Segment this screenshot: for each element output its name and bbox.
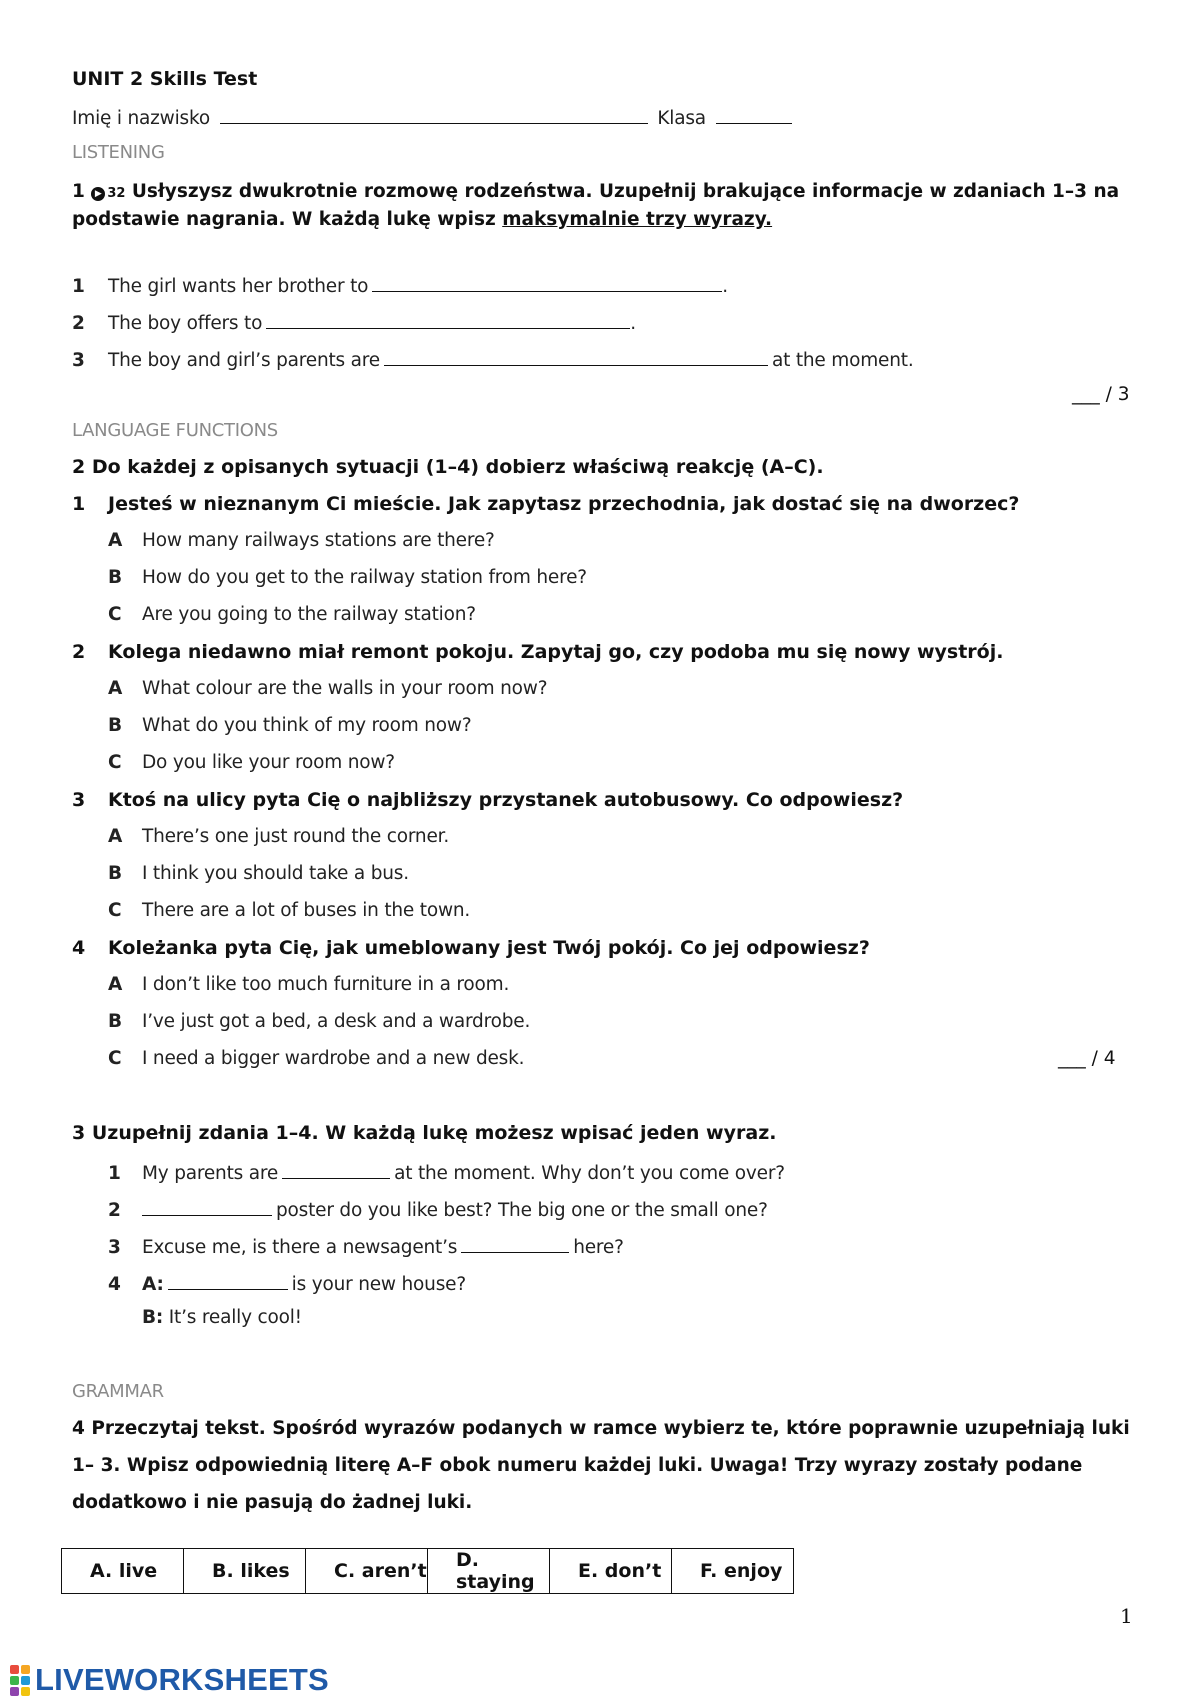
lf-option[interactable]: B I think you should take a bus. bbox=[108, 863, 409, 884]
lf-score: ___ / 4 bbox=[1058, 1048, 1116, 1069]
word-choice: F. enjoy bbox=[672, 1549, 794, 1594]
answer-blank[interactable] bbox=[282, 1159, 390, 1179]
name-field[interactable] bbox=[220, 104, 648, 124]
grammar-instruction-2: 1– 3. Wpisz odpowiednią literę A–F obok numeru każdej luki. Uwaga! Trzy wyrazy zostały podane bbox=[72, 1455, 1083, 1476]
lf-option[interactable]: B What do you think of my room now? bbox=[108, 715, 472, 736]
audio-track: 32 bbox=[107, 186, 126, 201]
liveworksheets-icon bbox=[10, 1665, 30, 1696]
answer-blank[interactable] bbox=[384, 346, 768, 366]
lf-question-2: 2 Kolega niedawno miał remont pokoju. Zapytaj go, czy podoba mu się nowy wystrój. bbox=[72, 641, 1004, 663]
class-label: Klasa bbox=[657, 108, 706, 129]
ex3-item-3: 3 Excuse me, is there a newsagent’s here? bbox=[108, 1233, 624, 1258]
brand-name: LIVEWORKSHEETS bbox=[35, 1662, 329, 1697]
lf-question-4: 4 Koleżanka pyta Cię, jak umeblowany jest Twój pokój. Co jej odpowiesz? bbox=[72, 937, 870, 959]
word-choice: C. aren’t bbox=[306, 1549, 428, 1594]
lf-option[interactable]: B I’ve just got a bed, a desk and a wardrobe. bbox=[108, 1011, 531, 1032]
lf-option[interactable]: C Are you going to the railway station? bbox=[108, 604, 476, 625]
ex3-item-1: 1 My parents are at the moment. Why don’t you come over? bbox=[108, 1159, 785, 1184]
section-language-functions: LANGUAGE FUNCTIONS bbox=[72, 420, 278, 441]
word-choice: D. staying bbox=[428, 1549, 550, 1594]
name-label: Imię i nazwisko bbox=[72, 108, 210, 129]
liveworksheets-logo bbox=[10, 1662, 329, 1698]
grammar-instruction-3: dodatkowo i nie pasują do żadnej luki. bbox=[72, 1492, 473, 1513]
word-box bbox=[61, 1548, 794, 1594]
answer-blank[interactable] bbox=[372, 272, 722, 292]
lf-option[interactable]: C Do you like your room now? bbox=[108, 752, 395, 773]
word-choice: A. live bbox=[62, 1549, 184, 1594]
lf-question-3: 3 Ktoś na ulicy pyta Cię o najbliższy przystanek autobusowy. Co odpowiesz? bbox=[72, 789, 904, 811]
ex3-instruction: 3 Uzupełnij zdania 1–4. W każdą lukę możesz wpisać jeden wyraz. bbox=[72, 1122, 777, 1144]
listening-score: ___ / 3 bbox=[1072, 384, 1130, 405]
lf-option[interactable]: C I need a bigger wardrobe and a new desk. bbox=[108, 1048, 525, 1069]
lf-instruction: 2 Do każdej z opisanych sytuacji (1–4) dobierz właściwą reakcję (A–C). bbox=[72, 456, 824, 478]
listening-item-3: 3 The boy and girl’s parents are at the moment. bbox=[72, 346, 914, 371]
audio-icon: ▶ bbox=[91, 187, 105, 201]
lf-option[interactable]: A I don’t like too much furniture in a room. bbox=[108, 974, 510, 995]
section-listening: LISTENING bbox=[72, 142, 165, 163]
lf-question-1: 1 Jesteś w nieznanym Ci mieście. Jak zapytasz przechodnia, jak dostać się na dworzec? bbox=[72, 493, 1020, 515]
listening-instruction: 1 ▶ 32 Usłyszysz dwukrotnie rozmowę rodzeństwa. Uzupełnij brakujące informacje w zdaniach 1–3 na bbox=[72, 181, 1120, 202]
answer-blank[interactable] bbox=[168, 1270, 288, 1290]
lf-option[interactable]: A What colour are the walls in your room now? bbox=[108, 678, 548, 699]
lf-option[interactable]: C There are a lot of buses in the town. bbox=[108, 900, 471, 921]
grammar-instruction-1: 4 Przeczytaj tekst. Spośród wyrazów podanych w ramce wybierz te, które poprawnie uzupełniają luki bbox=[72, 1418, 1130, 1439]
answer-blank[interactable] bbox=[142, 1196, 272, 1216]
lf-option[interactable]: A There’s one just round the corner. bbox=[108, 826, 450, 847]
listening-instruction-2: podstawie nagrania. W każdą lukę wpisz maksymalnie trzy wyrazy. bbox=[72, 209, 773, 230]
page-number: 1 bbox=[1120, 1604, 1133, 1628]
section-grammar: GRAMMAR bbox=[72, 1381, 164, 1402]
name-row bbox=[72, 104, 796, 129]
instruction-emphasis: maksymalnie trzy wyrazy. bbox=[502, 209, 773, 230]
answer-blank[interactable] bbox=[461, 1233, 569, 1253]
listening-item-1: 1 The girl wants her brother to . bbox=[72, 272, 728, 297]
ex3-item-2: 2 poster do you like best? The big one or the small one? bbox=[108, 1196, 768, 1221]
word-choice: B. likes bbox=[184, 1549, 306, 1594]
answer-blank[interactable] bbox=[266, 309, 630, 329]
listening-item-2: 2 The boy offers to . bbox=[72, 309, 636, 334]
class-field[interactable] bbox=[716, 104, 792, 124]
page-title: UNIT 2 Skills Test bbox=[72, 68, 258, 90]
ex3-reply: B: It’s really cool! bbox=[142, 1307, 302, 1328]
ex3-item-4: 4 A: is your new house? bbox=[108, 1270, 466, 1295]
lf-option[interactable]: A How many railways stations are there? bbox=[108, 530, 495, 551]
word-choice: E. don’t bbox=[550, 1549, 672, 1594]
lf-option[interactable]: B How do you get to the railway station from here? bbox=[108, 567, 587, 588]
